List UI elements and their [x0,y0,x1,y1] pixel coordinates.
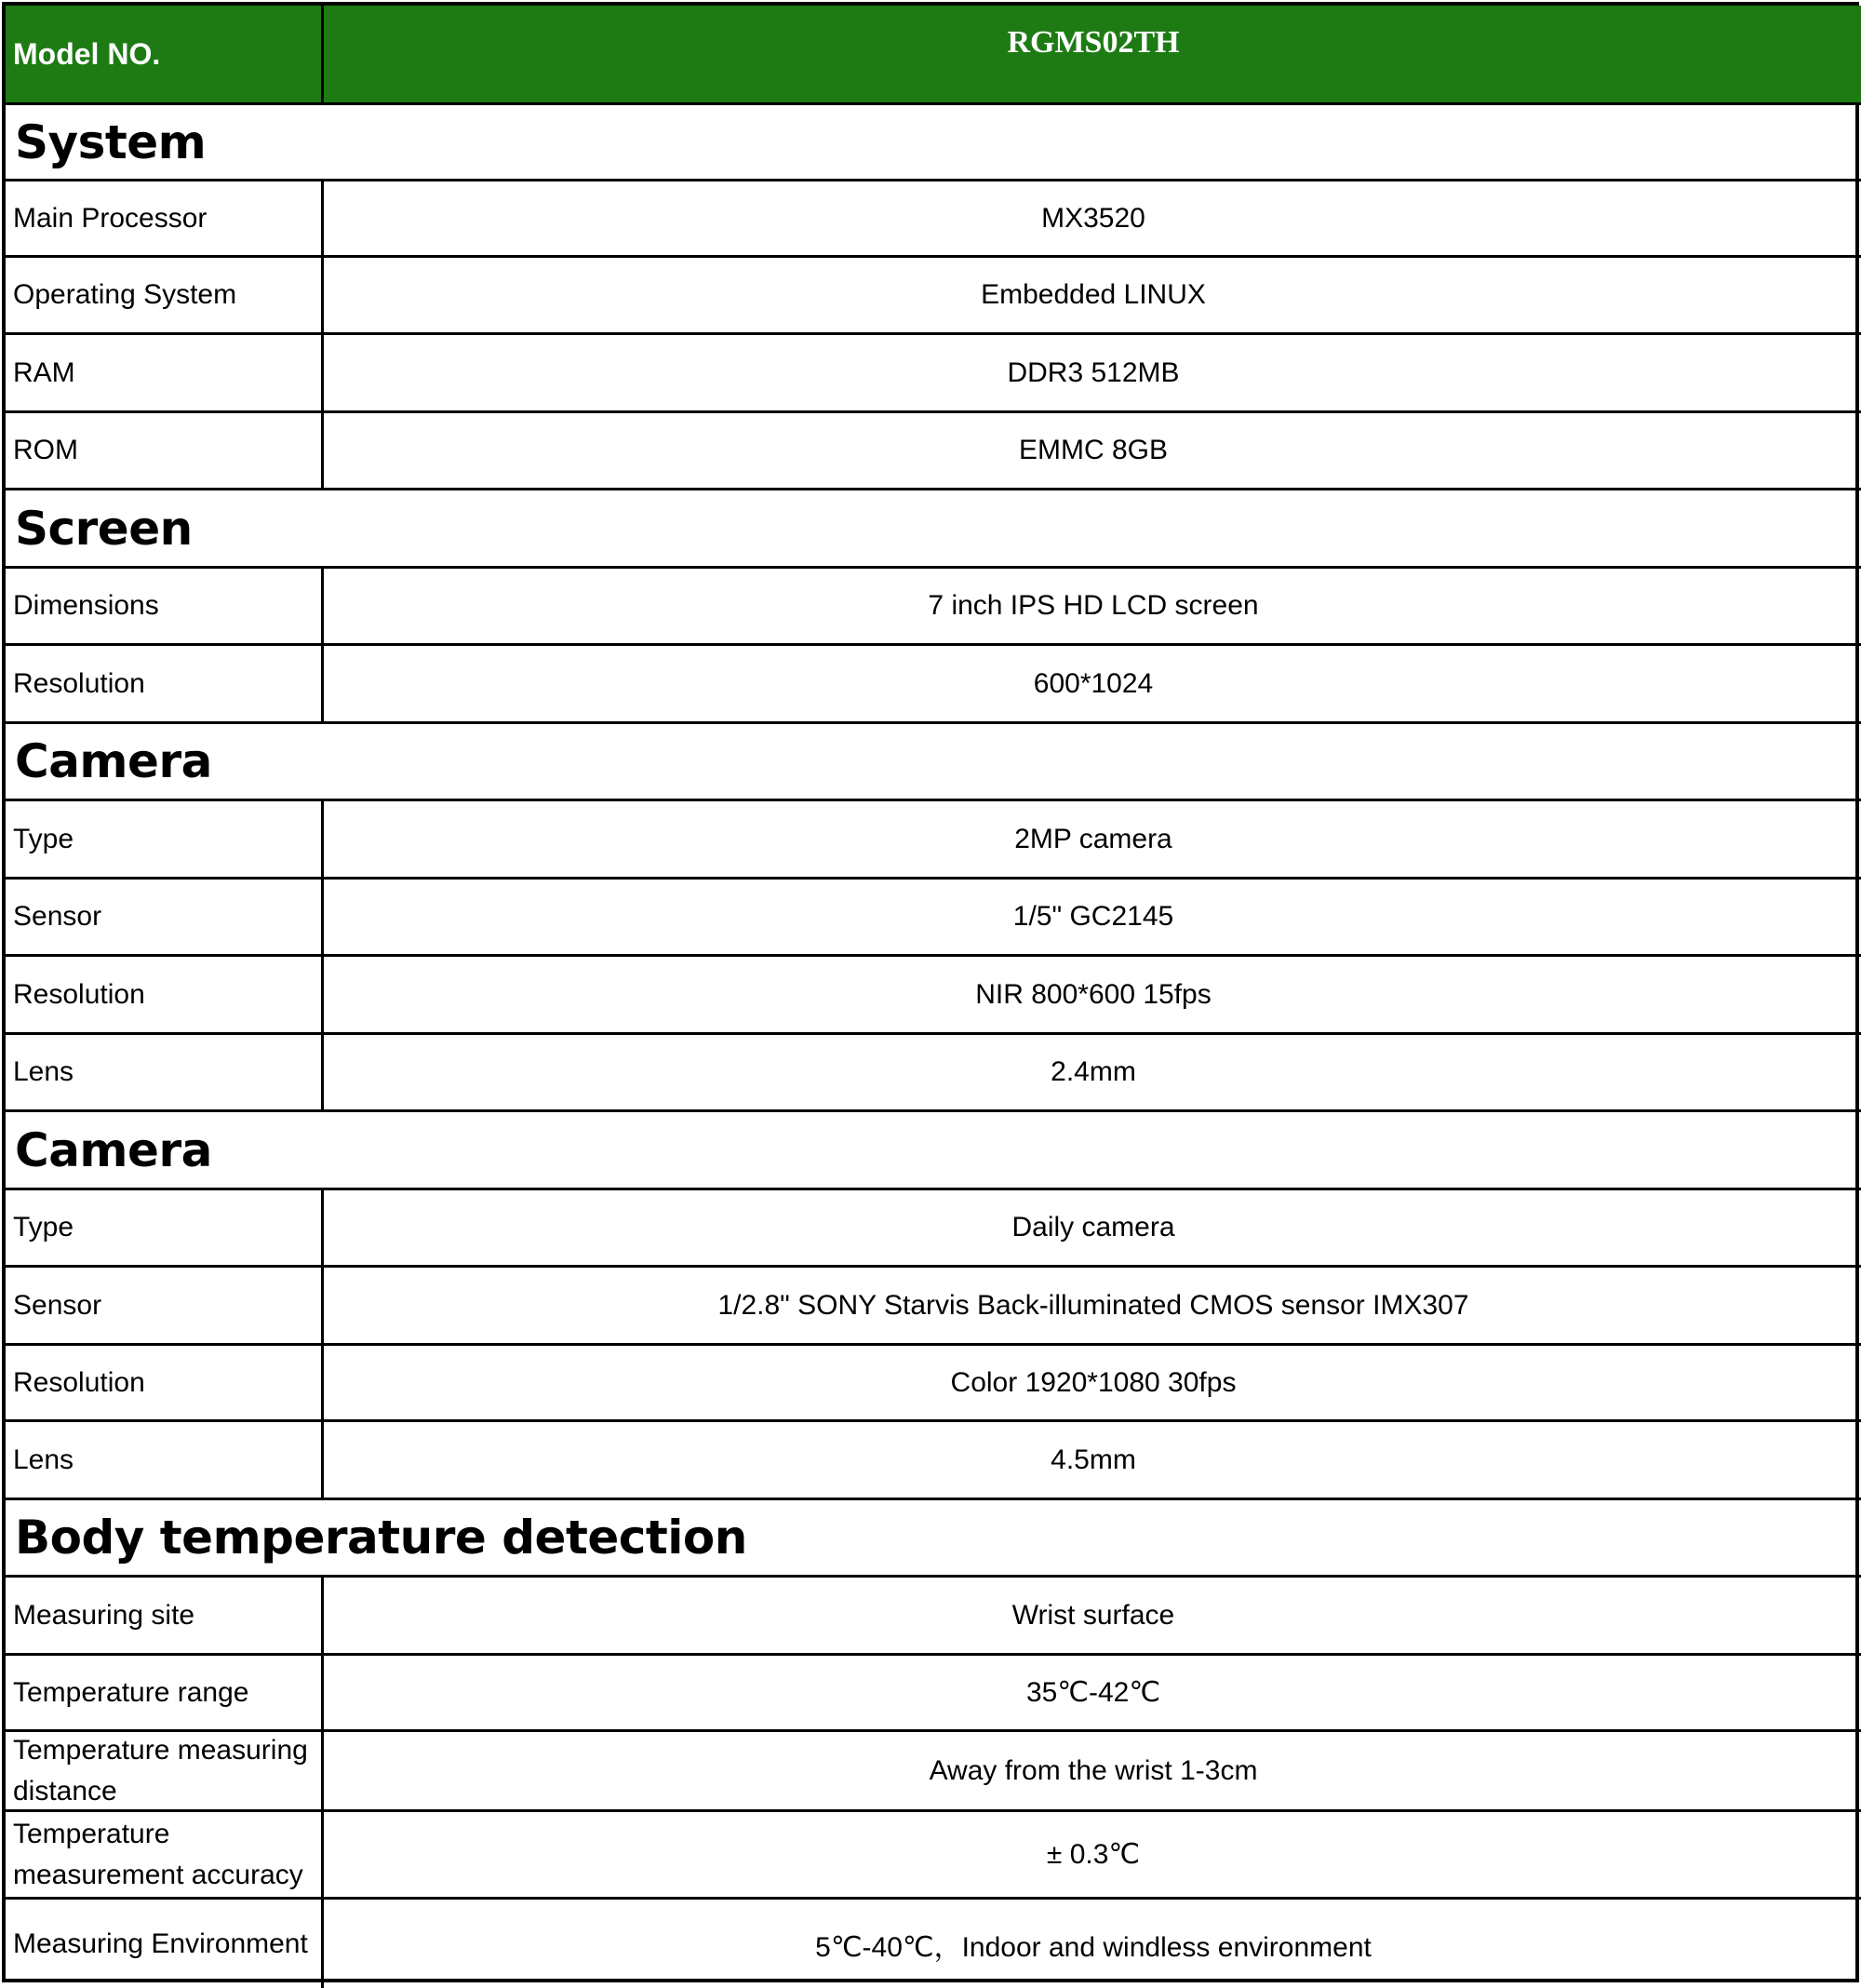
spec-label: Resolution [6,1346,324,1422]
spec-label: Resolution [6,646,324,724]
spec-table [2,2,1859,1982]
spec-value: Away from the wrist 1-3cm [324,1732,1861,1812]
spec-label: Sensor [6,880,324,957]
section-title-camera-daily: Camera [6,1112,1861,1190]
spec-label: Lens [6,1422,324,1500]
spec-value: Color 1920*1080 30fps [324,1346,1861,1422]
spec-value: 4.5mm [324,1422,1861,1500]
spec-label: ROM [6,413,324,490]
spec-value: DDR3 512MB [324,335,1861,413]
spec-label: Lens [6,1035,324,1112]
spec-value: 5℃-40℃，Indoor and windless environment [815,1931,1372,1963]
spec-value: ± 0.3℃ [324,1812,1861,1900]
section-title-camera-nir: Camera [6,724,1861,801]
spec-value: NIR 800*600 15fps [324,957,1861,1035]
spec-label: Main Processor [6,181,324,258]
spec-label: Type [6,801,324,880]
spec-label: Temperature measurement accuracy [6,1812,324,1900]
spec-value: 600*1024 [324,646,1861,724]
spec-label: Measuring site [6,1578,324,1656]
spec-label: Sensor [6,1268,324,1346]
spec-label: Temperature measuring distance [6,1732,324,1812]
spec-value: 1/2.8" SONY Starvis Back-illuminated CMOS sensor IMX307 [324,1268,1861,1346]
spec-value: Daily camera [324,1190,1861,1268]
spec-label: Type [6,1190,324,1268]
spec-value: Embedded LINUX [324,258,1861,335]
spec-label: Operating System [6,258,324,335]
spec-label: Resolution [6,957,324,1035]
spec-label: Temperature range [6,1656,324,1732]
spec-value: 1/5" GC2145 [324,880,1861,957]
spec-value: 7 inch IPS HD LCD screen [324,569,1861,646]
spec-value: 2.4mm [324,1035,1861,1112]
spec-value: Wrist surface [324,1578,1861,1656]
section-title-body-temperature: Body temperature detection [6,1500,1861,1578]
section-title-system: System [6,105,1861,181]
section-title-screen: Screen [6,490,1861,569]
spec-value: 35℃-42℃ [324,1656,1861,1732]
spec-value: 2MP camera [324,801,1861,880]
spec-value: MX3520 [324,181,1861,258]
spec-value: EMMC 8GB [324,413,1861,490]
model-no-value: RGMS02TH [324,6,1861,105]
spec-label: RAM [6,335,324,413]
spec-label: Measuring Environment [6,1900,324,1988]
model-no-label: Model NO. [6,6,324,105]
spec-label: Dimensions [6,569,324,646]
